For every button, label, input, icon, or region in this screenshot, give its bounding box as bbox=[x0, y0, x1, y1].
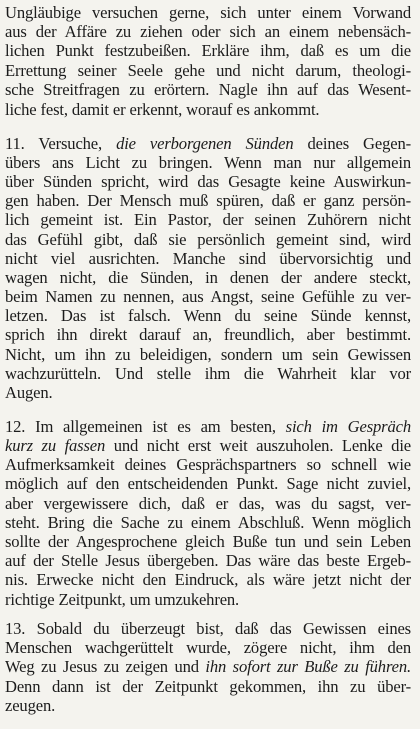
text-segment: Denn dann ist der Zeitpunkt gekommen, ihn zu über- bbox=[5, 677, 411, 696]
text-segment: aus der Affäre zu ziehen oder sich an einem nebensäch- bbox=[5, 22, 411, 41]
text-segment: lich gemeint ist. Ein Pastor, der seinen Zuhörern nicht bbox=[5, 210, 411, 229]
text-segment: 13. Sobald du überzeugt bist, daß das Gewissen eines bbox=[5, 619, 411, 638]
text-segment: sprich ihn direkt darauf an, freundlich, aber bestimmt. bbox=[5, 325, 411, 344]
text-segment: zeugen. bbox=[5, 696, 56, 715]
text-segment: aber vergewissere dich, daß er das, was du sagst, ver- bbox=[5, 494, 411, 513]
text-segment: liche fest, damit er erkennt, worauf es ankommt. bbox=[5, 100, 320, 119]
emphasized-text: sich im Gespräch bbox=[285, 417, 411, 436]
text-segment: gen haben. Der Mensch muß spüren, daß er ganz persön- bbox=[5, 191, 411, 210]
text-line bbox=[5, 569, 411, 591]
text-line bbox=[5, 79, 411, 101]
text-line bbox=[5, 99, 411, 121]
text-segment: lichen Punkt festzubeißen. Erkläre ihm, daß es um die bbox=[5, 41, 411, 60]
text-segment: richtige Zeitpunkt, um umzukehren. bbox=[5, 590, 240, 609]
emphasized-text: die verborgenen Sünden bbox=[116, 134, 294, 153]
text-segment: steht. Bring die Sache zu einem Abschluß. Wenn möglich bbox=[5, 513, 411, 532]
text-segment: Menschen wachgerüttelt wurde, zögere nicht, ihm den bbox=[5, 638, 411, 657]
text-segment: beim Namen zu nennen, aus Angst, seine Gefühle zu ver- bbox=[5, 287, 411, 306]
text-segment: und nicht erst weit auszuholen. Lenke die bbox=[105, 436, 411, 455]
text-segment: wachzurütteln. Und stelle ihm die Wahrheit klar vor bbox=[5, 364, 411, 383]
text-segment: auf der Stelle Jesus übergeben. Das wäre das beste Ergeb- bbox=[5, 551, 411, 570]
text-line bbox=[5, 656, 411, 678]
text-segment: sche Streitfragen zu erörtern. Nagle ihn auf das Wesent- bbox=[5, 80, 411, 99]
text-segment: Weg zu Jesus zu zeigen und bbox=[5, 657, 206, 676]
text-line bbox=[5, 382, 411, 404]
text-segment: Aufmerksamkeit deines Gesprächspartners so schnell wie bbox=[5, 455, 411, 474]
text-line bbox=[5, 209, 411, 231]
text-line bbox=[5, 324, 411, 346]
text-line bbox=[5, 695, 411, 717]
text-segment: nicht viel ausrichten. Manche sind übervorsichtig und bbox=[5, 249, 411, 268]
text-segment: wagen nicht, die Sünden, in denen der andere steckt, bbox=[5, 268, 411, 287]
text-segment: Augen. bbox=[5, 383, 53, 402]
text-segment: Ungläubige versuchen gerne, sich unter einem Vorwand bbox=[5, 3, 411, 22]
text-segment: nis. Erwecke nicht den Eindruck, als wäre jetzt nicht der bbox=[5, 570, 411, 589]
text-segment: möglich auf den entscheidenden Punkt. Sage nicht zuviel, bbox=[5, 474, 411, 493]
text-line bbox=[5, 40, 411, 62]
text-segment: über Sünden spricht, wird das Gesagte keine Auswirkun- bbox=[5, 172, 411, 191]
text-segment: übers ans Licht zu bringen. Wenn man nur allgemein bbox=[5, 153, 411, 172]
text-line bbox=[5, 589, 411, 611]
text-segment: 11. Versuche, bbox=[5, 134, 117, 153]
text-line bbox=[5, 473, 411, 495]
text-segment: Nicht, um ihn zu beleidigen, sondern um sein Gewissen bbox=[5, 345, 411, 364]
emphasized-text: kurz zu fassen bbox=[5, 436, 106, 455]
text-segment: das Gefühl gibt, daß sie persönlich gemeint sind, wird bbox=[5, 230, 411, 249]
text-segment: deines Gegen- bbox=[293, 134, 411, 153]
text-segment: 12. Im allgemeinen ist es am besten, bbox=[5, 417, 286, 436]
text-segment: sollte der Angesprochene gleich Buße tun und sein Leben bbox=[5, 532, 411, 551]
text-segment: letzen. Das ist falsch. Wenn du seine Sünde kennst, bbox=[5, 306, 411, 325]
text-segment: Errettung seiner Seele gehe und nicht darum, theologi- bbox=[5, 61, 411, 80]
emphasized-text: ihn sofort zur Buße zu führen. bbox=[205, 657, 412, 676]
